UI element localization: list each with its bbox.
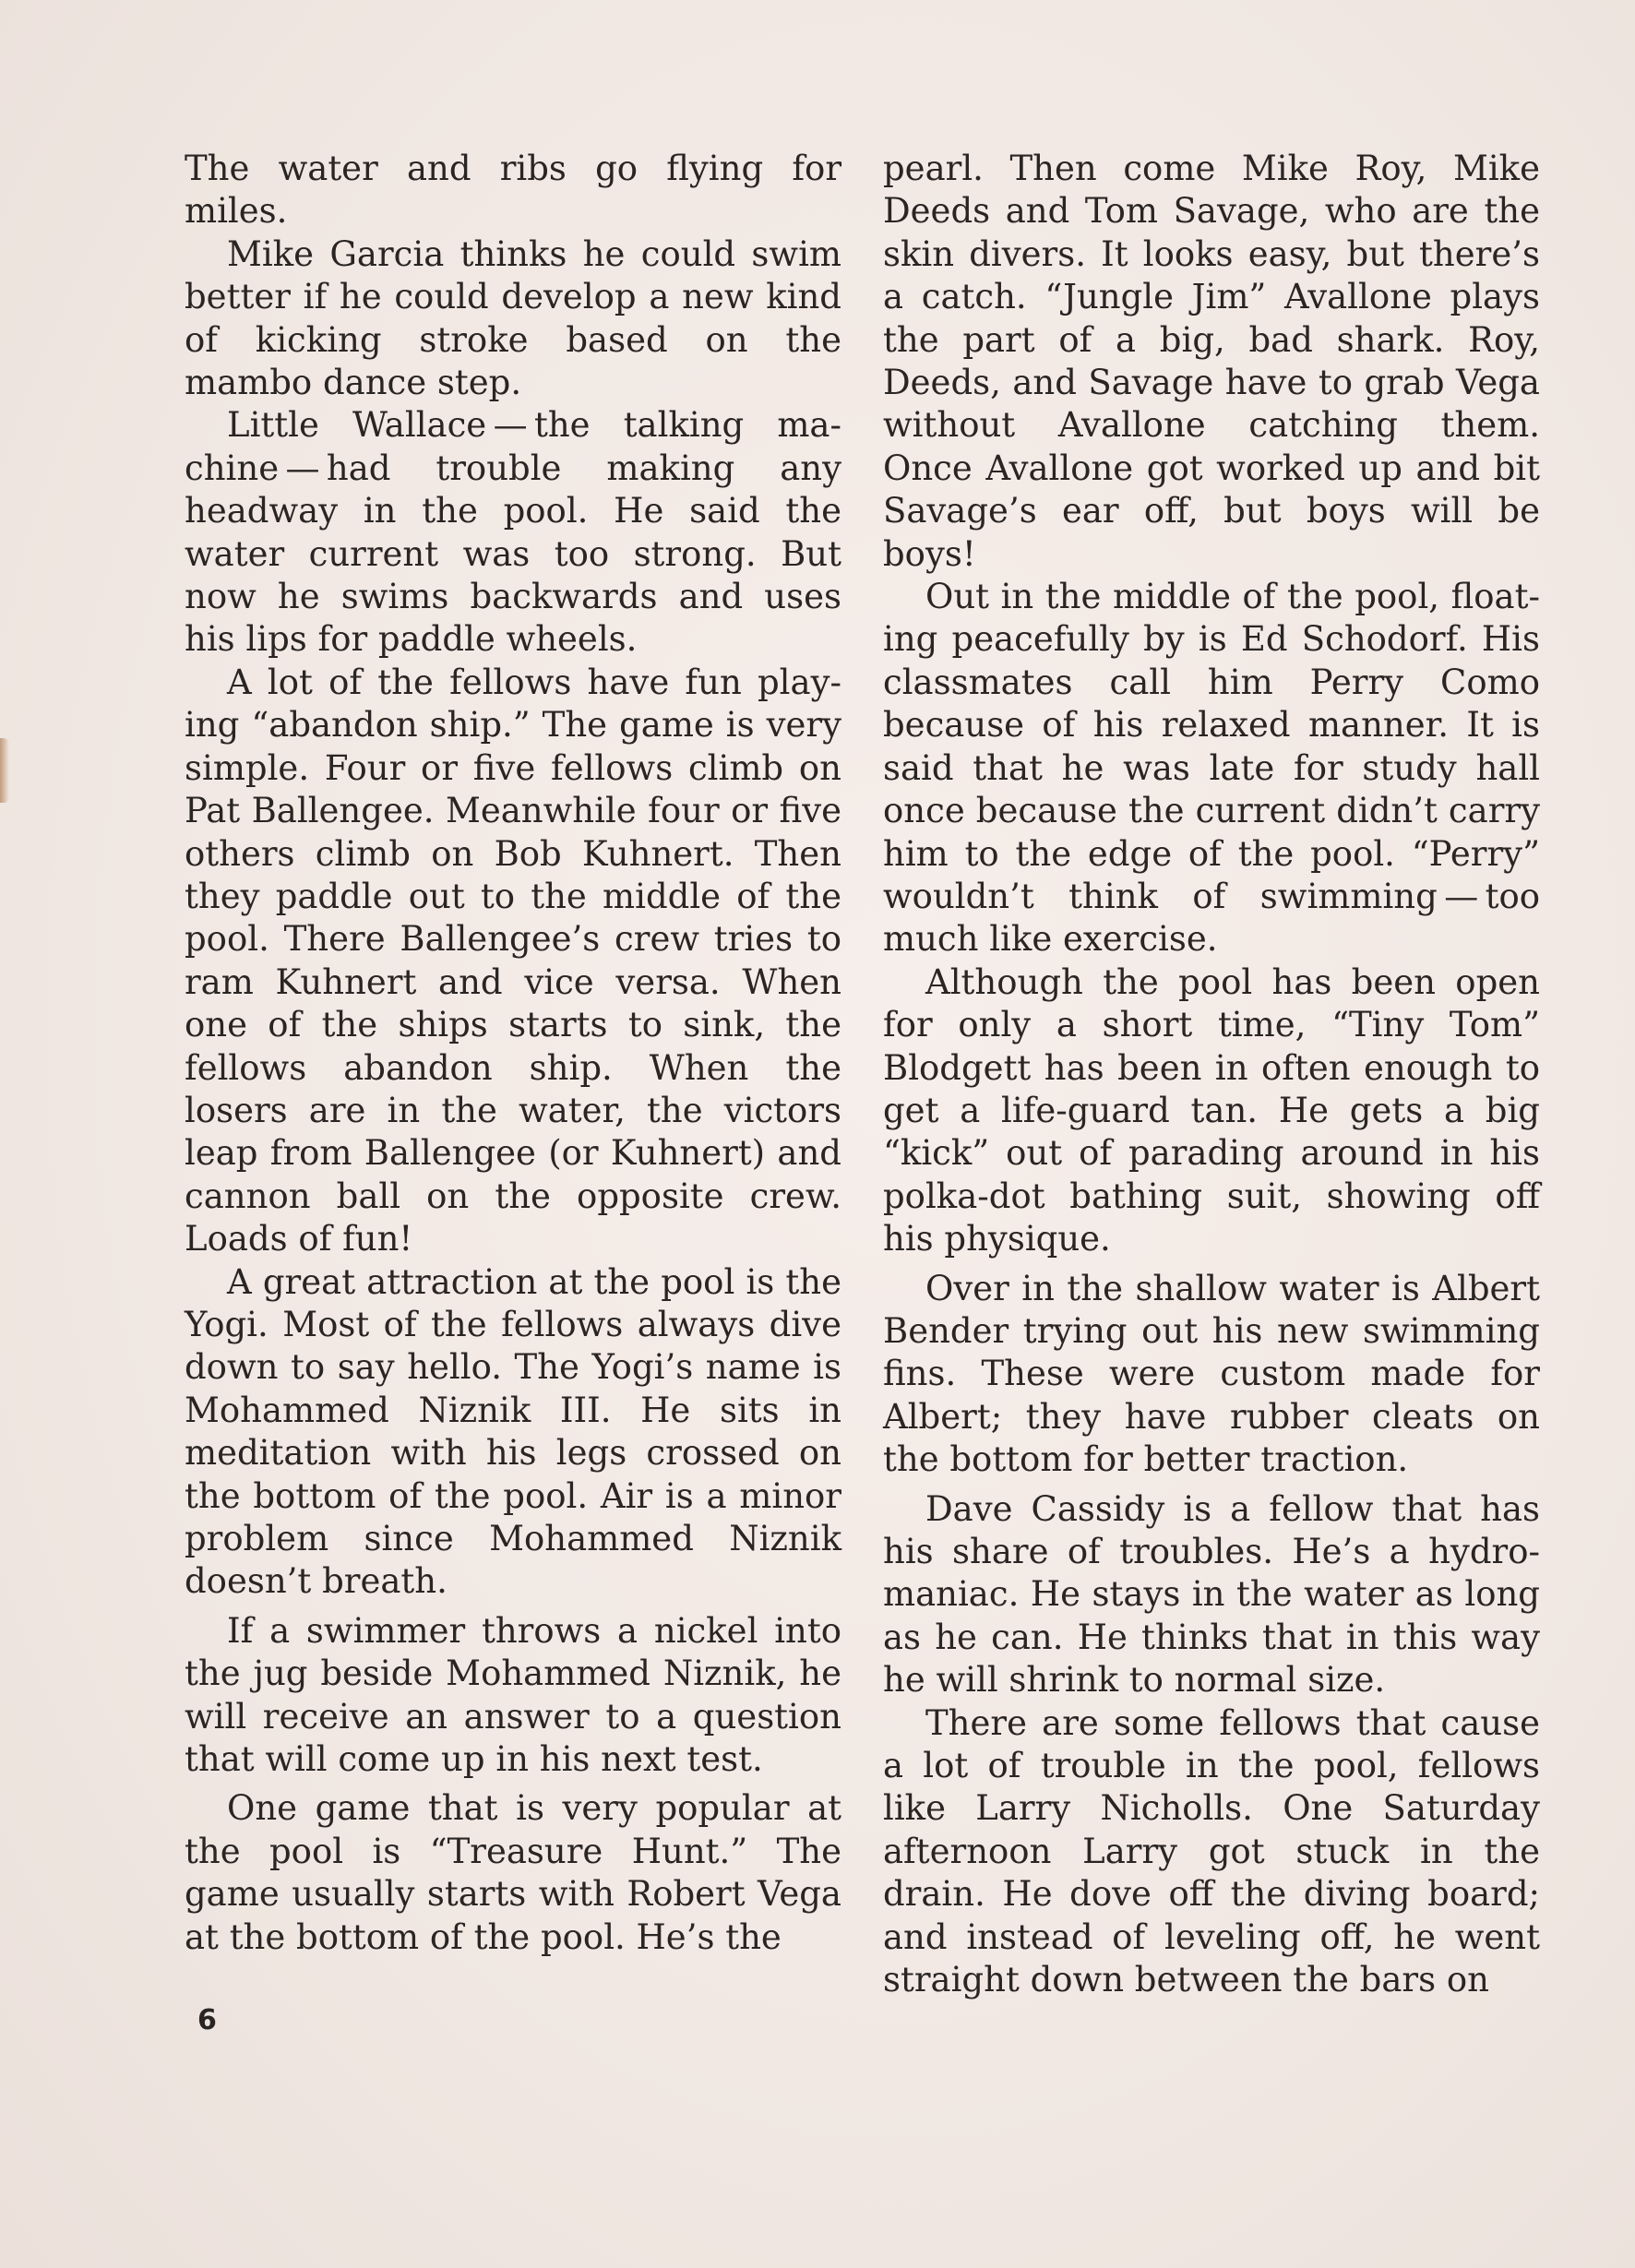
paragraph: A lot of the fellows have fun playing “abandon ship.” The game is very simple. Four or five fellows climb on Pat Ballengee. Meanwhile four or five others climb on Bob Kuhnert. Then they paddle out to the middle of the pool. There Ballengee’s crew tries to ram Kuhnert and vice versa. When one of the ships starts to sink, the fellows abandon ship. When the losers are in the water, the victors leap from Ballengee (or Kuhnert) and cannon ball on the opposite crew. Loads of fun! (185, 662, 841, 1259)
page-number: 6 (197, 2004, 217, 2036)
paragraph: A great attraction at the pool is the Yogi. Most of the fellows always dive down to say hello. The Yogi’s name is Mohammed Niznik III. He sits in meditation with his legs crossed on the bottom of the pool. Air is a minor problem since Mohammed Niznik doesn’t breath. (185, 1261, 841, 1602)
paragraph: The water and ribs go flying for miles. (185, 149, 841, 232)
paragraph: One game that is very popular at the pool is “Treasure Hunt.” The game usually starts with Robert Vega at the bottom of the pool. He’s the (185, 1788, 841, 1957)
paragraph: Over in the shallow water is Albert Bender trying out his new swimming fins. These were custom made for Albert; they have rubber cleats on the bottom for better traction. (883, 1268, 1540, 1480)
right-column (883, 148, 1540, 2001)
paragraph: Mike Garcia thinks he could swim better if he could develop a new kind of kicking stroke based on the mambo dance step. (185, 233, 841, 403)
paragraph: Although the pool has been open for only a short time, “Tiny Tom” Blodgett has been in often enough to get a life-guard tan. He gets a big “kick” out of parading around in his polka-dot bathing suit, showing off his physique. (883, 961, 1540, 1259)
paragraph: There are some fellows that cause a lot of trouble in the pool, fellows like Larry Nicholls. One Saturday afternoon Larry got stuck in the drain. He dove off the diving board; and instead of leveling off, he went straight down between the bars on (883, 1702, 1540, 2000)
paragraph: pearl. Then come Mike Roy, Mike Deeds and Tom Savage, who are the skin divers. It looks easy, but there’s a catch. “Jungle Jim” Avallone plays the part of a big, bad shark. Roy, Deeds, and Savage have to grab Vega without Avallone catching them. Once Avallone got worked up and bit Savage’s ear off, but boys will be boys! (883, 149, 1540, 574)
left-column (185, 148, 841, 1959)
paragraph: Dave Cassidy is a fellow that has his share of troubles. He’s a hydromaniac. He stays in the water as long as he can. He thinks that in this way he will shrink to normal size. (883, 1488, 1540, 1701)
paragraph: If a swimmer throws a nickel into the jug beside Mohammed Niznik, he will receive an answer to a question that will come up in his next test. (185, 1610, 841, 1780)
paragraph: Little Wallace — the talking machine — had trouble making any headway in the pool. He said the water current was too strong. But now he swims backwards and uses his lips for paddle wheels. (185, 405, 841, 660)
binding-stain (0, 738, 9, 803)
paragraph: Out in the middle of the pool, floating peacefully by is Ed Schodorf. His classmates call him Perry Como because of his relaxed manner. It is said that he was late for study hall once because the current didn’t carry him to the edge of the pool. “Perry” wouldn’t think of swimming — too much like exercise. (883, 577, 1540, 960)
